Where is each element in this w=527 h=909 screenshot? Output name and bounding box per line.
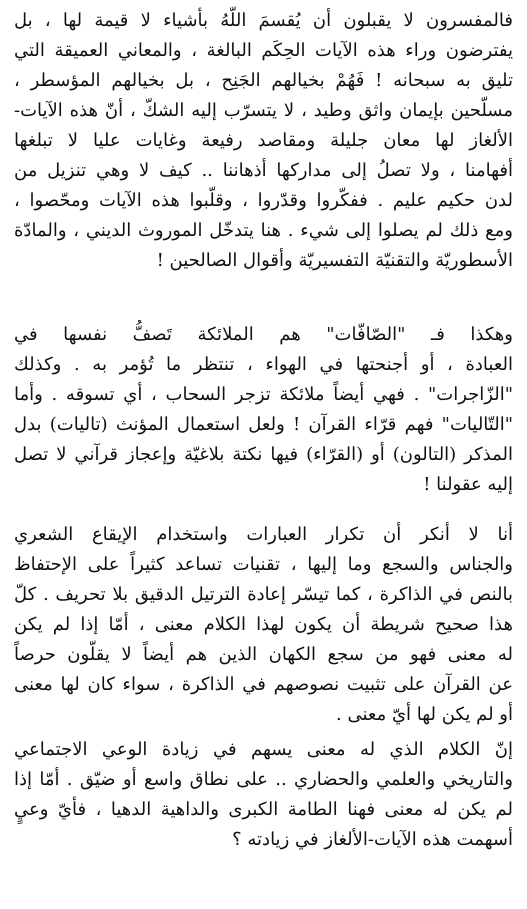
text-line: تليق به سبحانه ! فَهُمْ بخيالهم الجَنِح ، بل بخيالهم المؤسطر ، bbox=[14, 70, 513, 91]
paragraph-4 bbox=[14, 735, 513, 855]
text-line: لم يكن له معنى فهنا الطامة الكبرى والداهية الدهيا ، فأيّ وعيٍ bbox=[14, 799, 513, 820]
text-line: أو لم يكن لها أيّ معنى . bbox=[336, 704, 513, 725]
text-line: الأسطوريّة والتقنيّة التفسيريّة وأقوال الصالحين ! bbox=[156, 250, 513, 271]
text-line: إنّ الكلام الذي له معنى يسهم في زيادة الوعي الاجتماعي bbox=[14, 739, 513, 760]
paragraph-1 bbox=[14, 6, 513, 276]
text-line: والتاريخي والعلمي والحضاري .. على نطاق واسع أو ضيّق . أمّا إذا bbox=[14, 769, 513, 790]
text-line: "التّاليات" فهم قرّاء القرآن ! ولعل استعمال المؤنث (تاليات) بدل bbox=[14, 414, 513, 435]
text-line: المذكر (التالون) أو (القرّاء) فيها نكتة بلاغيّة وإعجاز قرآني لا تصل bbox=[14, 444, 513, 465]
text-line: أنا لا أنكر أن تكرار العبارات واستخدام الإيقاع الشعري bbox=[14, 524, 513, 545]
paragraph-2 bbox=[14, 320, 513, 500]
text-line: العبادة ، أو أجنحتها في الهواء ، تنتظر ما تُؤمر به . وكذلك bbox=[14, 354, 513, 375]
text-line: إليه عقولنا ! bbox=[423, 474, 513, 495]
text-line: والجناس والسجع وما إليها ، تقنيات تساعد كثيراً على الإحتفاظ bbox=[14, 554, 513, 575]
text-line: وهكذا فـ "الصّافّات" هم الملائكة تَصفُّ نفسها في bbox=[14, 324, 513, 345]
text-line: هذا صحيح شريطة أن يكون لهذا الكلام معنى ، أمّا إذا لم يكن bbox=[14, 614, 513, 635]
text-line: مسلّحين بإيمان واثق وطيد ، لا يتسرّب إليه الشكّ ، أنّ هذه الآيات- bbox=[14, 100, 513, 121]
text-line: فالمفسرون لا يقبلون أن يُقسمَ اللّهُ بأشياء لا قيمة لها ، بل bbox=[14, 10, 513, 31]
text-line: لدن حكيم عليم . ففكّروا وقدّروا ، وقلّبوا هذه الآيات ومحّصوا ، bbox=[14, 190, 513, 211]
text-line: أسهمت هذه الآيات-الألغاز في زيادته ؟ bbox=[232, 829, 513, 850]
text-line: له معنى فهو من سجع الكهان الذين هم أيضاً لا يقلّون حرصاً bbox=[14, 644, 513, 665]
text-line: "الزّاجرات" . فهي أيضاً ملائكة تزجر السحاب ، أي تسوقه . وأما bbox=[14, 384, 513, 405]
text-line: الألغاز لها معان جليلة ومقاصد رفيعة وغايات عليا لا تبلغها bbox=[14, 130, 513, 151]
text-line: يفترضون وراء هذه الآيات الحِكَم البالغة ، والمعاني العميقة التي bbox=[14, 40, 513, 61]
text-line: بالنص في الذاكرة ، كما تيسّر إعادة الترتيل الدقيق بلا تحريف . كلّ bbox=[14, 584, 513, 605]
text-line: أفهامنا ، ولا تصلُ إلى مداركها أذهاننا .. كيف لا وهي تنزيل من bbox=[14, 160, 513, 181]
paragraph-3 bbox=[14, 520, 513, 730]
text-line: عن القرآن على تثبيت نصوصهم في الذاكرة ، سواء كان لها معنى bbox=[14, 674, 513, 695]
text-line: ومع ذلك لم يصلوا إلى شيء . هنا يتدخّل الموروث الديني ، والمادّة bbox=[14, 220, 513, 241]
